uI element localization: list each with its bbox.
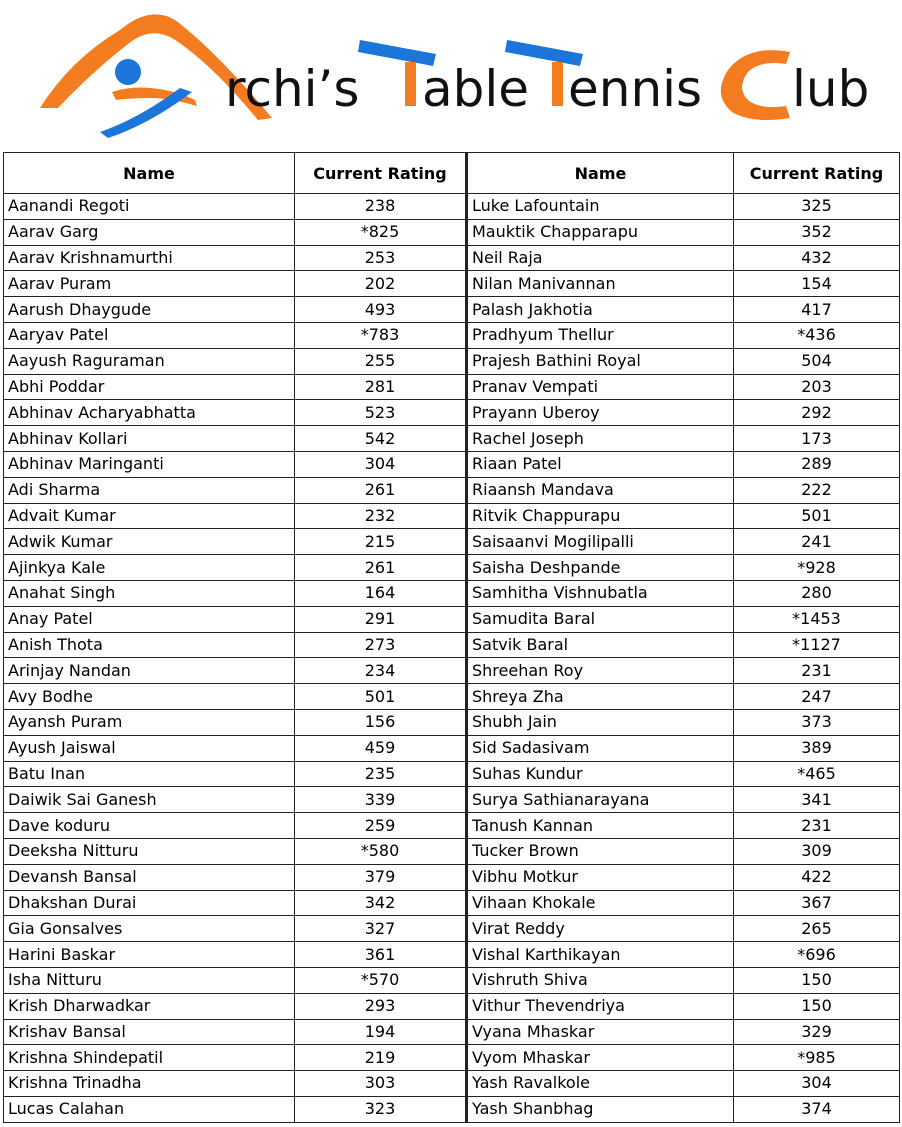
table-row <box>4 684 900 710</box>
table-row <box>4 735 900 761</box>
player-rating: 379 <box>295 864 467 890</box>
player-rating: 304 <box>734 1071 900 1097</box>
player-rating: 303 <box>295 1071 467 1097</box>
player-name: Aarav Garg <box>4 219 295 245</box>
player-rating: *825 <box>295 219 467 245</box>
player-rating: *465 <box>734 761 900 787</box>
logo-t1-stem <box>405 62 416 106</box>
table-row <box>4 529 900 555</box>
player-name: Krishna Shindepatil <box>4 1045 295 1071</box>
player-name: Sid Sadasivam <box>467 735 734 761</box>
player-rating: 422 <box>734 864 900 890</box>
player-name: Batu Inan <box>4 761 295 787</box>
player-name: Abhinav Maringanti <box>4 451 295 477</box>
player-name: Nilan Manivannan <box>467 271 734 297</box>
player-rating: 219 <box>295 1045 467 1071</box>
player-name: Adi Sharma <box>4 477 295 503</box>
player-name: Aarav Puram <box>4 271 295 297</box>
player-name: Dhakshan Durai <box>4 890 295 916</box>
header-name-right: Name <box>467 153 734 194</box>
ratings-table <box>3 152 900 1123</box>
logo-text-2: able <box>422 60 530 118</box>
player-name: Shubh Jain <box>467 709 734 735</box>
table-row <box>4 709 900 735</box>
player-name: Prajesh Bathini Royal <box>467 348 734 374</box>
player-name: Luke Lafountain <box>467 194 734 220</box>
player-rating: 304 <box>295 451 467 477</box>
player-rating: 231 <box>734 658 900 684</box>
table-row <box>4 348 900 374</box>
player-rating: 289 <box>734 451 900 477</box>
table-row <box>4 219 900 245</box>
player-rating: *580 <box>295 838 467 864</box>
player-name: Aaryav Patel <box>4 322 295 348</box>
table-row <box>4 890 900 916</box>
player-name: Rachel Joseph <box>467 426 734 452</box>
player-name: Abhinav Acharyabhatta <box>4 400 295 426</box>
table-row <box>4 1096 900 1122</box>
table-row <box>4 942 900 968</box>
player-name: Lucas Calahan <box>4 1096 295 1122</box>
player-name: Krishna Trinadha <box>4 1071 295 1097</box>
player-rating: 253 <box>295 245 467 271</box>
player-rating: 361 <box>295 942 467 968</box>
player-name: Palash Jakhotia <box>467 297 734 323</box>
player-rating: 329 <box>734 1019 900 1045</box>
club-logo <box>0 0 902 150</box>
player-name: Mauktik Chapparapu <box>467 219 734 245</box>
player-name: Vyana Mhaskar <box>467 1019 734 1045</box>
logo-c-shape <box>721 50 790 120</box>
player-rating: 501 <box>295 684 467 710</box>
table-row <box>4 916 900 942</box>
table-row <box>4 1045 900 1071</box>
player-name: Ayush Jaiswal <box>4 735 295 761</box>
player-rating: 493 <box>295 297 467 323</box>
player-rating: 232 <box>295 503 467 529</box>
player-rating: 323 <box>295 1096 467 1122</box>
player-name: Abhinav Kollari <box>4 426 295 452</box>
table-row <box>4 555 900 581</box>
player-rating: 164 <box>295 580 467 606</box>
player-name: Vithur Thevendriya <box>467 993 734 1019</box>
logo-t2-stem <box>552 62 563 106</box>
player-rating: *696 <box>734 942 900 968</box>
player-rating: 235 <box>295 761 467 787</box>
player-rating: 374 <box>734 1096 900 1122</box>
player-rating: 309 <box>734 838 900 864</box>
player-name: Vibhu Motkur <box>467 864 734 890</box>
table-row <box>4 606 900 632</box>
player-rating: 150 <box>734 967 900 993</box>
player-rating: 261 <box>295 477 467 503</box>
player-rating: *436 <box>734 322 900 348</box>
player-name: Anish Thota <box>4 632 295 658</box>
table-row <box>4 993 900 1019</box>
table-row <box>4 632 900 658</box>
player-name: Vishal Karthikayan <box>467 942 734 968</box>
player-rating: 367 <box>734 890 900 916</box>
player-rating: 389 <box>734 735 900 761</box>
table-row <box>4 477 900 503</box>
table-row <box>4 426 900 452</box>
player-name: Pradhyum Thellur <box>467 322 734 348</box>
player-name: Krish Dharwadkar <box>4 993 295 1019</box>
player-name: Avy Bodhe <box>4 684 295 710</box>
player-name: Arinjay Nandan <box>4 658 295 684</box>
table-row <box>4 580 900 606</box>
player-rating: 215 <box>295 529 467 555</box>
player-name: Suhas Kundur <box>467 761 734 787</box>
table-row <box>4 400 900 426</box>
player-name: Deeksha Nitturu <box>4 838 295 864</box>
table-row <box>4 967 900 993</box>
player-rating: 417 <box>734 297 900 323</box>
player-rating: 523 <box>295 400 467 426</box>
logo-text-4: lub <box>792 60 870 118</box>
logo-player-head <box>115 59 141 85</box>
player-rating: 238 <box>295 194 467 220</box>
table-row <box>4 503 900 529</box>
player-name: Vyom Mhaskar <box>467 1045 734 1071</box>
player-name: Virat Reddy <box>467 916 734 942</box>
player-rating: 341 <box>734 787 900 813</box>
player-name: Devansh Bansal <box>4 864 295 890</box>
table-row <box>4 451 900 477</box>
player-rating: 255 <box>295 348 467 374</box>
player-rating: 247 <box>734 684 900 710</box>
player-rating: 261 <box>295 555 467 581</box>
player-rating: 194 <box>295 1019 467 1045</box>
player-name: Satvik Baral <box>467 632 734 658</box>
player-rating: 281 <box>295 374 467 400</box>
player-name: Prayann Uberoy <box>467 400 734 426</box>
table-row <box>4 787 900 813</box>
player-rating: *783 <box>295 322 467 348</box>
player-name: Aarav Krishnamurthi <box>4 245 295 271</box>
player-name: Aayush Raguraman <box>4 348 295 374</box>
player-rating: 265 <box>734 916 900 942</box>
table-row <box>4 245 900 271</box>
table-row <box>4 838 900 864</box>
player-name: Ritvik Chappurapu <box>467 503 734 529</box>
player-name: Riaansh Mandava <box>467 477 734 503</box>
player-rating: 293 <box>295 993 467 1019</box>
player-rating: *570 <box>295 967 467 993</box>
table-row <box>4 1019 900 1045</box>
header-rating-right: Current Rating <box>734 153 900 194</box>
player-rating: *985 <box>734 1045 900 1071</box>
player-name: Yash Shanbhag <box>467 1096 734 1122</box>
player-rating: 373 <box>734 709 900 735</box>
player-name: Tanush Kannan <box>467 813 734 839</box>
player-name: Neil Raja <box>467 245 734 271</box>
player-rating: 231 <box>734 813 900 839</box>
player-name: Isha Nitturu <box>4 967 295 993</box>
player-name: Tucker Brown <box>467 838 734 864</box>
table-row <box>4 864 900 890</box>
logo-text-1: rchi’s <box>225 60 360 118</box>
table-row <box>4 271 900 297</box>
player-rating: 241 <box>734 529 900 555</box>
player-name: Aarush Dhaygude <box>4 297 295 323</box>
player-name: Riaan Patel <box>467 451 734 477</box>
player-rating: 273 <box>295 632 467 658</box>
player-rating: 292 <box>734 400 900 426</box>
player-name: Dave koduru <box>4 813 295 839</box>
player-rating: 150 <box>734 993 900 1019</box>
player-name: Aanandi Regoti <box>4 194 295 220</box>
player-name: Shreehan Roy <box>467 658 734 684</box>
player-rating: 234 <box>295 658 467 684</box>
player-rating: 291 <box>295 606 467 632</box>
table-row <box>4 322 900 348</box>
player-rating: 156 <box>295 709 467 735</box>
header-rating-left: Current Rating <box>295 153 467 194</box>
player-name: Surya Sathianarayana <box>467 787 734 813</box>
player-name: Abhi Poddar <box>4 374 295 400</box>
player-rating: 173 <box>734 426 900 452</box>
player-name: Shreya Zha <box>467 684 734 710</box>
player-rating: 203 <box>734 374 900 400</box>
player-rating: 280 <box>734 580 900 606</box>
table-row <box>4 658 900 684</box>
player-name: Saisha Deshpande <box>467 555 734 581</box>
table-row <box>4 1071 900 1097</box>
player-rating: 342 <box>295 890 467 916</box>
player-name: Pranav Vempati <box>467 374 734 400</box>
header-row <box>4 153 900 194</box>
player-rating: 222 <box>734 477 900 503</box>
player-name: Samhitha Vishnubatla <box>467 580 734 606</box>
player-name: Anay Patel <box>4 606 295 632</box>
table-row <box>4 761 900 787</box>
player-name: Ayansh Puram <box>4 709 295 735</box>
player-name: Vihaan Khokale <box>467 890 734 916</box>
logo-text-3: ennis <box>568 60 703 118</box>
player-name: Harini Baskar <box>4 942 295 968</box>
player-name: Vishruth Shiva <box>467 967 734 993</box>
player-rating: 202 <box>295 271 467 297</box>
player-rating: 259 <box>295 813 467 839</box>
player-rating: *928 <box>734 555 900 581</box>
header-name-left: Name <box>4 153 295 194</box>
player-name: Saisaanvi Mogilipalli <box>467 529 734 555</box>
player-name: Krishav Bansal <box>4 1019 295 1045</box>
player-name: Ajinkya Kale <box>4 555 295 581</box>
player-rating: 432 <box>734 245 900 271</box>
player-name: Yash Ravalkole <box>467 1071 734 1097</box>
player-rating: 327 <box>295 916 467 942</box>
player-name: Gia Gonsalves <box>4 916 295 942</box>
player-name: Adwik Kumar <box>4 529 295 555</box>
player-rating: 352 <box>734 219 900 245</box>
table-row <box>4 297 900 323</box>
table-row <box>4 374 900 400</box>
player-rating: 154 <box>734 271 900 297</box>
player-rating: 459 <box>295 735 467 761</box>
table-row <box>4 813 900 839</box>
player-rating: 501 <box>734 503 900 529</box>
player-rating: *1127 <box>734 632 900 658</box>
player-rating: 325 <box>734 194 900 220</box>
player-name: Samudita Baral <box>467 606 734 632</box>
table-row <box>4 194 900 220</box>
player-name: Daiwik Sai Ganesh <box>4 787 295 813</box>
player-rating: 542 <box>295 426 467 452</box>
player-name: Anahat Singh <box>4 580 295 606</box>
player-rating: *1453 <box>734 606 900 632</box>
player-rating: 504 <box>734 348 900 374</box>
player-rating: 339 <box>295 787 467 813</box>
player-name: Advait Kumar <box>4 503 295 529</box>
